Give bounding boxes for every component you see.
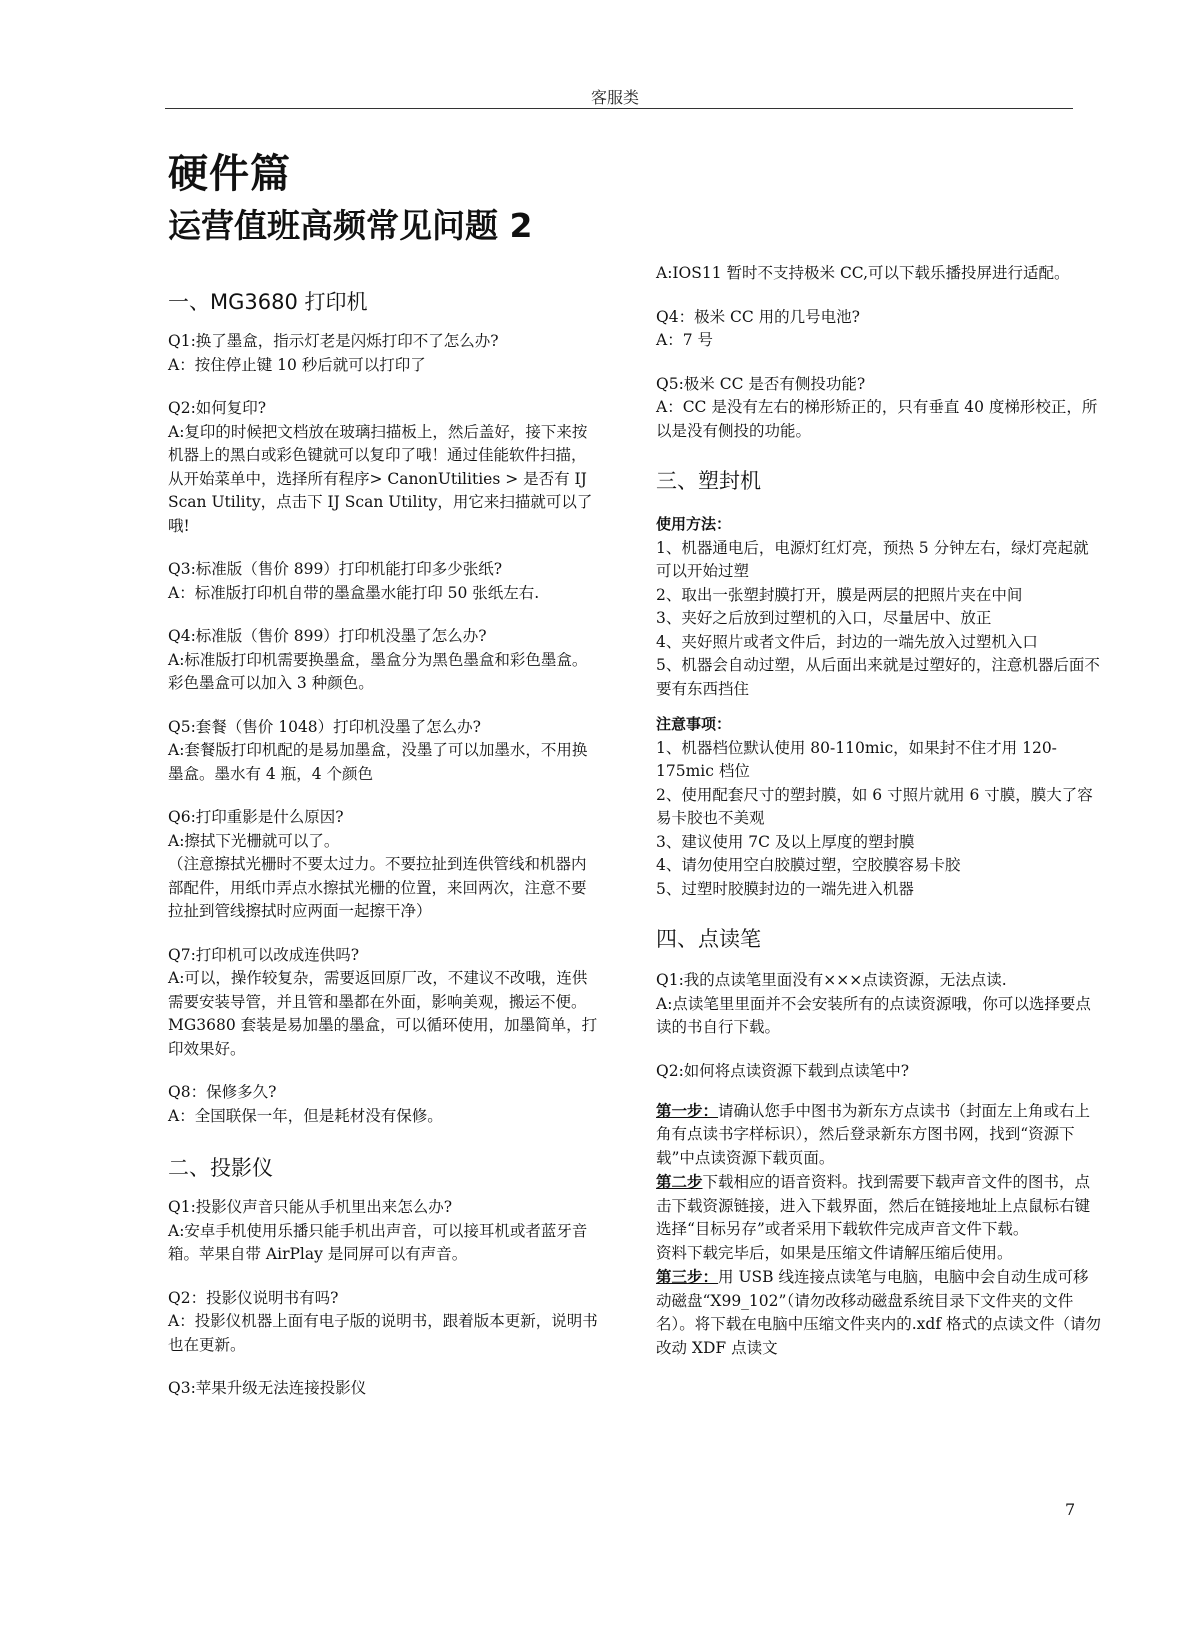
question: Q1:投影仪声音只能从手机里出来怎么办? [168, 1198, 453, 1216]
note-item: 4、请勿使用空白胶膜过塑，空胶膜容易卡胶 [656, 856, 961, 874]
step-text: 用 USB 线连接点读笔与电脑，电脑中会自动生成可移动磁盘“X99_102”（请勿改移动磁盘系统目录下文件夹的文件名）。将下载在电脑中压缩文件夹内的.xdf 格式的点读文件（请勿改动 XDF 点读文 [656, 1268, 1102, 1357]
question: Q7:打印机可以改成连供吗? [168, 945, 360, 964]
answer: A:标准版打印机需要换墨盒，墨盒分为黑色墨盒和彩色墨盒。彩色墨盒可以加入 3 种颜色。 [168, 650, 588, 692]
note-item: 2、使用配套尺寸的塑封膜，如 6 寸照片就用 6 寸膜，膜大了容易卡胶也不美观 [656, 785, 1093, 827]
qa-item [168, 1287, 598, 1358]
page-header-title: 客服类 [590, 88, 639, 107]
usage-step: 4、夹好照片或者文件后，封边的一端先放入过塑机入口 [656, 632, 1038, 651]
step-text: 下载相应的语音资料。找到需要下载声音文件的图书，点击下载资源链接，进入下载界面，然后在链接地址上点鼠标右键选择“目标另存”或者采用下载软件完成声音文件下载。 [656, 1173, 1091, 1238]
note-item: 1、机器档位默认使用 80-110mic，如果封不住才用 120-175mic 档位 [656, 738, 1057, 780]
usage-step: 5、机器会自动过塑，从后面出来就是过塑好的，注意机器后面不要有东西挡住 [656, 656, 1100, 698]
question: Q3:标准版（售价 899）打印机能打印多少张纸? [168, 560, 503, 578]
qa-item [168, 1196, 598, 1267]
section-heading-laminator: 三、塑封机 [656, 469, 761, 493]
answer: A:擦拭下光栅就可以了。 [168, 831, 340, 850]
qa-item [656, 262, 1101, 286]
answer: A:可以，操作较复杂，需要返回原厂改，不建议不改哦，连供需要安装导管，并且管和墨都在外面，影响美观，搬运不便。MG3680 套装是易加墨的墨盒，可以循环使用，加墨简单，打印效果好。 [168, 969, 598, 1058]
notes-label: 注意事项： [656, 715, 732, 733]
qa-item [168, 558, 598, 605]
qa-item [168, 625, 598, 696]
question: Q2：投影仪说明书有吗? [168, 1288, 339, 1307]
answer: A：标准版打印机自带的墨盒墨水能打印 50 张纸左右. [168, 583, 540, 602]
question: Q4:标准版（售价 899）打印机没墨了怎么办? [168, 627, 487, 645]
answer: A：投影仪机器上面有电子版的说明书，跟着版本更新，说明书也在更新。 [168, 1312, 598, 1354]
header-rule [165, 108, 1073, 109]
answer: A:点读笔里里面并不会安装所有的点读资源哦，你可以选择要点读的书自行下载。 [656, 994, 1091, 1036]
usage-step: 1、机器通电后，电源灯红灯亮，预热 5 分钟左右，绿灯亮起就可以开始过塑 [656, 538, 1089, 580]
note-item: 3、建议使用 7C 及以上厚度的塑封膜 [656, 832, 915, 851]
qa-item [168, 716, 598, 787]
qa-item [656, 969, 1101, 1040]
qa-item [168, 1081, 598, 1128]
step-paragraph [656, 1099, 1101, 1171]
qa-item [168, 397, 598, 538]
page-number: 7 [1065, 1500, 1076, 1519]
question: Q5:套餐（售价 1048）打印机没墨了怎么办? [168, 717, 481, 736]
section-heading-projector: 二、投影仪 [168, 1156, 273, 1180]
step-paragraph [656, 1170, 1101, 1242]
answer: A:IOS11 暂时不支持极米 CC,可以下载乐播投屏进行适配。 [656, 264, 1070, 282]
question: Q4：极米 CC 用的几号电池? [656, 307, 860, 326]
question: Q3:苹果升级无法连接投影仪 [168, 1379, 367, 1397]
qa-item [168, 944, 598, 1062]
question: Q2:如何将点读资源下载到点读笔中? [656, 1061, 910, 1080]
question: Q5:极米 CC 是否有侧投功能? [656, 374, 866, 393]
step-label: 第一步： [656, 1100, 719, 1120]
qa-item [656, 373, 1101, 444]
answer: A:套餐版打印机配的是易加墨盒，没墨了可以加墨水，不用换墨盒。墨水有 4 瓶，4 个颜色 [168, 741, 588, 783]
answer-note: （注意擦拭光栅时不要太过力。不要拉扯到连供管线和机器内部配件，用纸巾弄点水擦拭光栅的位置，来回两次，注意不要拉扯到管线擦拭时应两面一起擦干净） [168, 855, 587, 920]
answer: A：全国联保一年，但是耗材没有保修。 [168, 1106, 443, 1125]
usage-label: 使用方法： [656, 515, 732, 533]
section-heading-printer: 一、MG3680 打印机 [168, 290, 368, 314]
left-column [168, 288, 598, 1416]
question: Q2:如何复印? [168, 399, 267, 417]
answer: A:复印的时候把文档放在玻璃扫描板上，然后盖好，接下来按机器上的黑白或彩色键就可以复印了哦！通过佳能软件扫描，从开始菜单中，选择所有程序> CanonUtilities > 是否有 IJ Scan Utility，点击下 IJ Scan Utility，用它来扫描就可以了哦! [168, 422, 593, 535]
question: Q1:换了墨盒，指示灯老是闪烁打印不了怎么办? [168, 332, 499, 350]
answer: A：7 号 [656, 331, 713, 349]
extract-note: 资料下载完毕后，如果是压缩文件请解压缩后使用。 [656, 1243, 1013, 1262]
page-title: 硬件篇 [168, 151, 291, 197]
usage-step: 3、夹好之后放到过塑机的入口，尽量居中、放正 [656, 609, 992, 627]
section-heading-reading-pen: 四、点读笔 [656, 927, 761, 951]
question: Q6:打印重影是什么原因? [168, 808, 344, 826]
page-subtitle: 运营值班高频常见问题 2 [168, 206, 533, 245]
note-item: 5、过塑时胶膜封边的一端先进入机器 [656, 879, 914, 898]
answer: A:安卓手机使用乐播只能手机出声音，可以接耳机或者蓝牙音箱。苹果自带 AirPlay 是同屏可以有声音。 [168, 1221, 588, 1263]
qa-item [168, 806, 598, 924]
usage-step: 2、取出一张塑封膜打开，膜是两层的把照片夹在中间 [656, 585, 1023, 604]
answer: A：按住停止键 10 秒后就可以打印了 [168, 355, 426, 374]
step-label: 第二步 [656, 1172, 703, 1191]
qa-item [168, 330, 598, 377]
step-paragraph [656, 1265, 1101, 1360]
question: Q1:我的点读笔里面没有×××点读资源，无法点读. [656, 971, 1007, 989]
qa-item [656, 306, 1101, 353]
step-text: 请确认您手中图书为新东方点读书（封面左上角或右上角有点读书字样标识），然后登录新东方图书网，找到“资源下载”中点读资源下载页面。 [656, 1101, 1091, 1167]
step-label: 第三步： [656, 1267, 719, 1286]
answer: A：CC 是没有左右的梯形矫正的，只有垂直 40 度梯形校正，所以是没有侧投的功能。 [656, 398, 1098, 440]
right-column [656, 262, 1101, 1360]
question: Q8：保修多久? [168, 1083, 277, 1101]
